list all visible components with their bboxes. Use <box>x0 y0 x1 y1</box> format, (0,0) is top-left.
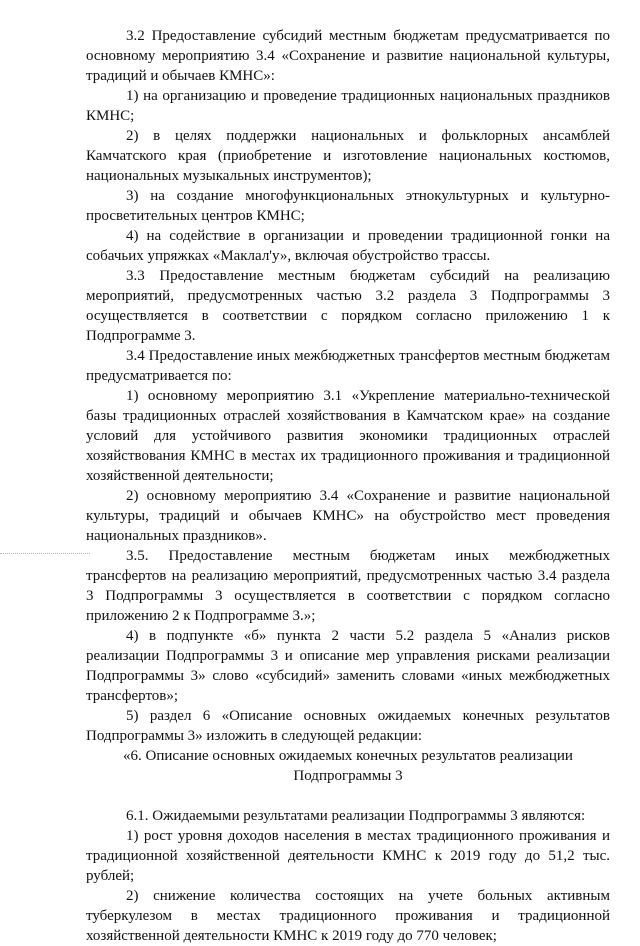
results-intro: 6.1. Ожидаемыми результатами реализации Подпрограммы 3 являются: <box>126 808 586 824</box>
list-item-4: 4) на содействие в организации и проведении традиционной гонки на собачьих упряжках «Маклал'у», включая обустройство трассы. <box>86 228 610 264</box>
paragraph-3-5: 3.5. Предоставление местным бюджетам иных межбюджетных трансфертов на реализацию мероприятий, предусмотренных частью 3.4 раздела 3 Подпрограммы 3 осуществляется в соответствии с порядком согласно приложению 2 к Подпрограмме 3.»; <box>86 548 610 624</box>
paragraph-3-4: 3.4 Предоставление иных межбюджетных трансфертов местным бюджетам предусматривается по: <box>86 348 610 384</box>
paragraph-3-2: 3.2 Предоставление субсидий местным бюджетам предусматривается по основному мероприятию 3.4 «Сохранение и развитие национальной культуры, традиций и обычаев КМНС»: <box>86 28 610 84</box>
document-body <box>86 26 610 946</box>
list-item-1: 1) на организацию и проведение традиционных национальных праздников КМНС; <box>86 88 610 124</box>
list-item-2: 2) в целях поддержки национальных и фольклорных ансамблей Камчатского края (приобретение и изготовление национальных костюмов, национальных музыкальных инструментов); <box>86 128 610 184</box>
amendment-item-5: 5) раздел 6 «Описание основных ожидаемых конечных результатов Подпрограммы 3» изложить в следующей редакции: <box>86 708 610 744</box>
list-item-3: 3) на создание многофункциональных этнокультурных и культурно-просветительных центров КМНС; <box>86 188 610 224</box>
result-item-1: 1) рост уровня доходов населения в местах традиционного проживания и традиционной хозяйственной деятельности КМНС к 2019 году до 51,2 тыс. рублей; <box>86 828 610 884</box>
section-heading: «6. Описание основных ожидаемых конечных результатов реализации Подпрограммы 3 <box>123 748 573 784</box>
list-item-3-4-1: 1) основному мероприятию 3.1 «Укрепление материально-технической базы традиционных отраслей хозяйствования в Камчатском крае» на создание условий для устойчивого развития экономики традиционных отраслей хозяйствования КМНС в местах их традиционного проживания и традиционной хозяйственной деятельности; <box>86 388 610 484</box>
paragraph-3-3: 3.3 Предоставление местным бюджетам субсидий на реализацию мероприятий, предусмотренных частью 3.2 раздела 3 Подпрограммы 3 осуществляется в соответствии с порядком согласно приложению 1 к Подпрограмме 3. <box>86 268 610 344</box>
list-item-3-4-2: 2) основному мероприятию 3.4 «Сохранение и развитие национальной культуры, традиций и обычаев КМНС» на обустройство мест проведения национальных праздников». <box>86 488 610 544</box>
margin-dotted-line <box>0 553 90 554</box>
amendment-item-4: 4) в подпункте «б» пункта 2 части 5.2 раздела 5 «Анализ рисков реализации Подпрограммы 3 и описание мер управления рисками реализации Подпрограммы 3» слово «субсидий» заменить словами «иных межбюджетных трансфертов»; <box>86 628 610 704</box>
result-item-2: 2) снижение количества состоящих на учете больных активным туберкулезом в местах традиционного проживания и традиционной хозяйственной деятельности КМНС к 2019 году до 770 человек; <box>86 888 610 944</box>
